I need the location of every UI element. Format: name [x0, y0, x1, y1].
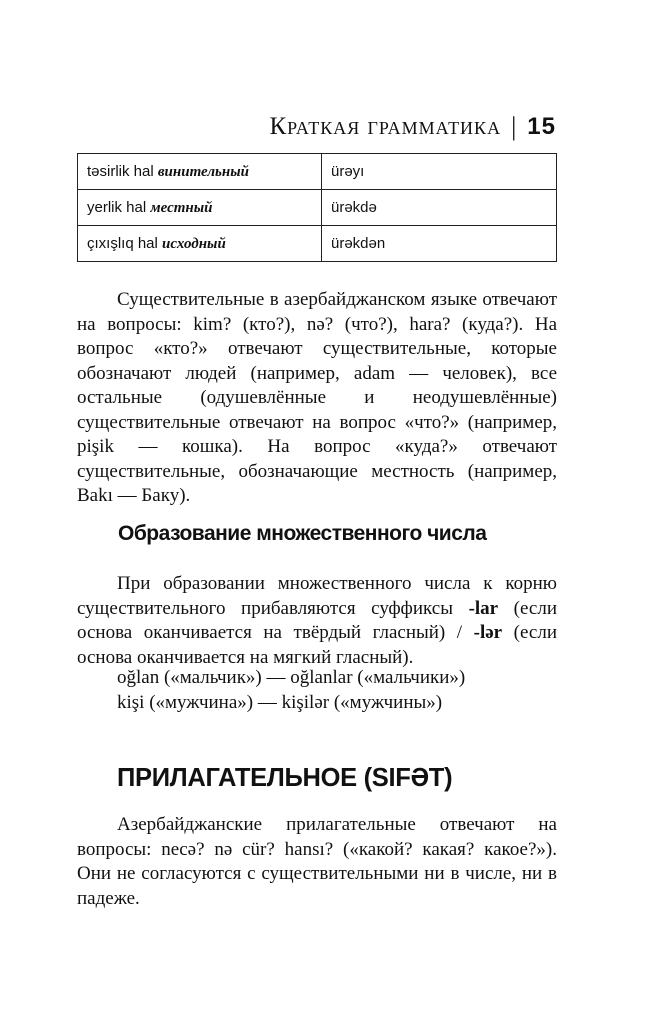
table-row [78, 226, 557, 262]
table-row [78, 154, 557, 190]
case-table [77, 153, 557, 262]
plural-text-a: При образовании множественного числа к корню существительного прибавляются суффиксы [77, 573, 557, 619]
plural-text-c: (если основа оканчивается на мягкий гласный). [77, 622, 557, 668]
case-example-cell: ürəyı [322, 154, 557, 190]
case-name-cell [78, 226, 322, 262]
paragraph-plural-formation [77, 572, 557, 670]
paragraph-adjectives: Азербайджанские прилагательные отвечают на вопросы: necə? nə cür? hansı? («какой? какая? какое?»). Они не согласуются с существительными ни в числе, ни в падеже. [77, 814, 557, 909]
suffix-ler: -lər [473, 622, 503, 643]
case-name-cell [78, 190, 322, 226]
case-name-az: təsirlik hal [87, 162, 154, 180]
page-number: 15 [527, 113, 556, 140]
example-line: oğlan («мальчик») — oğlanlar («мальчики») [117, 667, 466, 688]
case-example-cell: ürəkdə [322, 190, 557, 226]
chapter-heading: ПРИЛАГАТЕЛЬНОЕ (SIFƏT) [117, 764, 453, 792]
case-name-ru: исходный [162, 235, 226, 252]
paragraph-noun-questions: Существительные в азербайджанском языке отвечают на вопросы: kim? (кто?), nə? (что?), hara? (куда?). На вопрос «кто?» отвечают существительные, которые обозначают людей (например, adam — человек), все остальные (одушевлённые и неодушевлённые) существительные отвечают на вопрос «что?» (например, pişik — кошка). На вопрос «куда?» отвечают существительные, обозначающие местность (например, Bakı — Баку). [77, 289, 557, 506]
table-row [78, 190, 557, 226]
running-head-title: Краткая грамматика [269, 113, 502, 140]
case-name-az: yerlik hal [87, 198, 147, 216]
case-example-cell: ürəkdən [322, 226, 557, 262]
section-heading: Образование множественного числа [118, 522, 487, 545]
case-name-ru: местный [150, 199, 213, 216]
running-head [269, 112, 556, 142]
case-name-az: çıxışlıq hal [87, 234, 158, 252]
example-line: kişi («мужчина») — kişilər («мужчины») [117, 692, 443, 713]
running-head-separator: | [511, 112, 518, 141]
suffix-lar: -lar [468, 597, 499, 619]
case-name-cell [78, 154, 322, 190]
case-name-ru: винительный [157, 163, 249, 180]
plural-text-b: (если основа оканчивается на твёрдый гласный) / [77, 597, 557, 643]
